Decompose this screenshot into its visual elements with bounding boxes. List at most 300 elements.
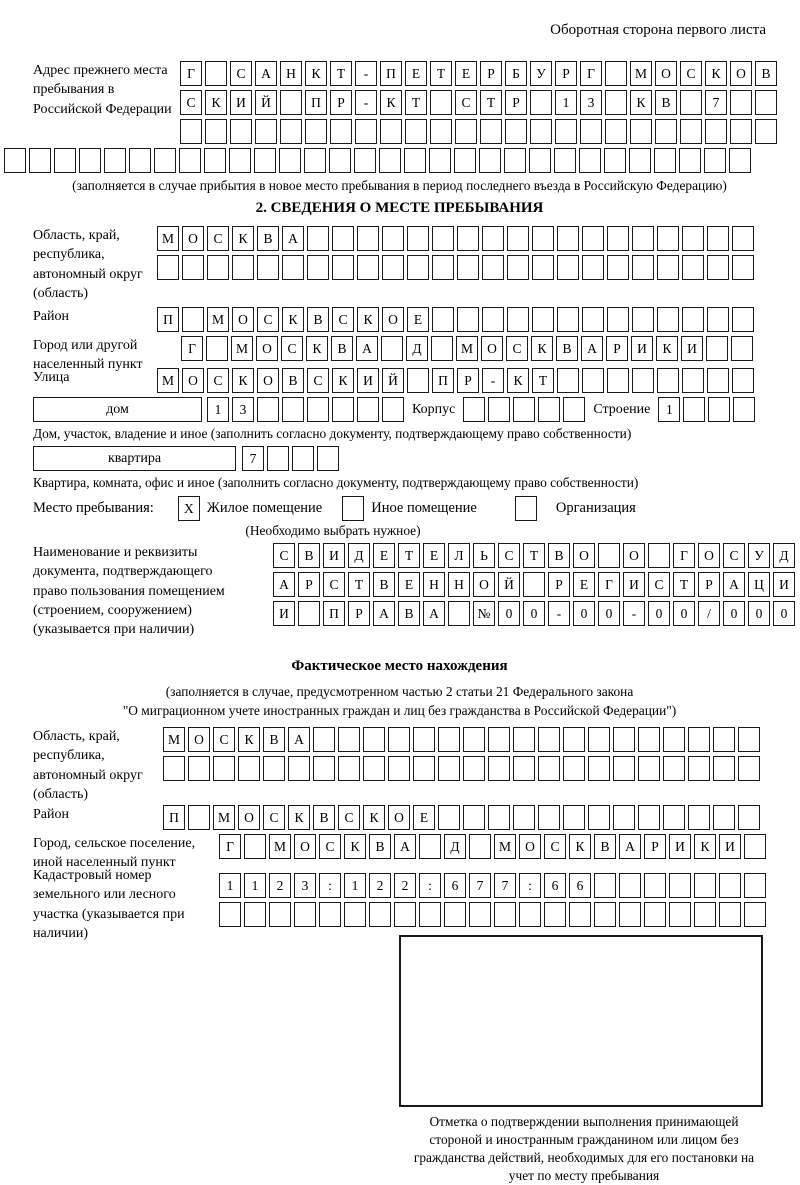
char-cell[interactable] [538,727,560,752]
char-cell[interactable] [663,727,685,752]
char-cell[interactable]: О [232,307,254,332]
char-cell[interactable] [513,805,535,830]
char-cell[interactable] [381,336,403,361]
char-cell[interactable] [513,727,535,752]
char-cell[interactable] [554,148,576,173]
char-cell[interactable]: А [619,834,641,859]
char-cell[interactable] [557,226,579,251]
char-cell[interactable] [180,119,202,144]
char-cell[interactable]: С [263,805,285,830]
checkbox-other-premises[interactable] [342,496,364,521]
char-cell[interactable]: 7 [494,873,516,898]
char-cell[interactable] [298,601,320,626]
char-cell[interactable]: С [257,307,279,332]
char-cell[interactable] [607,226,629,251]
char-cell[interactable] [605,119,627,144]
char-cell[interactable]: И [773,572,795,597]
char-cell[interactable]: Е [407,307,429,332]
char-cell[interactable] [394,902,416,927]
char-cell[interactable] [369,902,391,927]
char-cell[interactable]: М [157,226,179,251]
char-cell[interactable]: И [681,336,703,361]
char-cell[interactable] [407,255,429,280]
char-cell[interactable] [619,902,641,927]
char-cell[interactable] [257,397,279,422]
char-cell[interactable] [280,90,302,115]
char-cell[interactable] [519,902,541,927]
char-cell[interactable]: О [519,834,541,859]
char-cell[interactable]: С [338,805,360,830]
char-cell[interactable]: А [373,601,395,626]
char-cell[interactable] [257,255,279,280]
char-cell[interactable] [431,336,453,361]
char-cell[interactable] [255,119,277,144]
char-cell[interactable] [638,756,660,781]
char-cell[interactable]: В [398,601,420,626]
char-cell[interactable]: Е [413,805,435,830]
char-cell[interactable]: К [332,368,354,393]
char-cell[interactable]: С [498,543,520,568]
char-cell[interactable]: В [655,90,677,115]
char-cell[interactable]: У [748,543,770,568]
char-cell[interactable] [205,119,227,144]
char-cell[interactable]: О [473,572,495,597]
char-cell[interactable] [363,756,385,781]
char-cell[interactable]: - [548,601,570,626]
char-cell[interactable] [680,90,702,115]
char-cell[interactable] [682,226,704,251]
char-cell[interactable] [219,902,241,927]
char-cell[interactable]: Н [448,572,470,597]
char-cell[interactable] [407,226,429,251]
char-cell[interactable]: П [305,90,327,115]
char-cell[interactable]: О [388,805,410,830]
char-cell[interactable] [582,307,604,332]
char-cell[interactable] [738,727,760,752]
char-cell[interactable]: А [273,572,295,597]
char-cell[interactable]: 3 [294,873,316,898]
char-cell[interactable]: - [355,90,377,115]
char-cell[interactable] [444,902,466,927]
char-cell[interactable] [230,119,252,144]
char-cell[interactable] [54,148,76,173]
char-cell[interactable]: К [282,307,304,332]
char-cell[interactable] [244,902,266,927]
char-cell[interactable] [605,90,627,115]
char-cell[interactable] [529,148,551,173]
char-cell[interactable] [79,148,101,173]
char-cell[interactable]: Р [480,61,502,86]
char-cell[interactable] [669,902,691,927]
checkbox-organization[interactable] [515,496,537,521]
char-cell[interactable]: У [530,61,552,86]
char-cell[interactable]: К [694,834,716,859]
char-cell[interactable] [404,148,426,173]
char-cell[interactable]: Е [573,572,595,597]
char-cell[interactable]: Д [348,543,370,568]
char-cell[interactable] [454,148,476,173]
char-cell[interactable]: Е [398,572,420,597]
char-cell[interactable] [682,368,704,393]
char-cell[interactable]: Р [457,368,479,393]
char-cell[interactable]: 2 [369,873,391,898]
char-cell[interactable] [588,756,610,781]
char-cell[interactable]: 0 [573,601,595,626]
char-cell[interactable] [708,397,730,422]
char-cell[interactable] [630,119,652,144]
char-cell[interactable]: А [255,61,277,86]
char-cell[interactable]: 3 [232,397,254,422]
char-cell[interactable]: К [205,90,227,115]
char-cell[interactable] [438,727,460,752]
char-cell[interactable] [538,756,560,781]
char-cell[interactable] [707,255,729,280]
char-cell[interactable]: К [569,834,591,859]
char-cell[interactable] [680,119,702,144]
char-cell[interactable] [654,148,676,173]
char-cell[interactable]: Р [548,572,570,597]
char-cell[interactable] [407,368,429,393]
char-cell[interactable]: 2 [269,873,291,898]
char-cell[interactable]: Г [181,336,203,361]
char-cell[interactable] [607,307,629,332]
char-cell[interactable] [213,756,235,781]
char-cell[interactable] [382,255,404,280]
char-cell[interactable]: В [755,61,777,86]
char-cell[interactable]: С [213,727,235,752]
char-cell[interactable] [582,226,604,251]
char-cell[interactable] [29,148,51,173]
char-cell[interactable]: Е [405,61,427,86]
char-cell[interactable] [688,756,710,781]
char-cell[interactable]: Е [373,543,395,568]
char-cell[interactable]: О [382,307,404,332]
char-cell[interactable]: Д [773,543,795,568]
char-cell[interactable]: К [357,307,379,332]
char-cell[interactable] [730,90,752,115]
char-cell[interactable] [657,255,679,280]
char-cell[interactable] [679,148,701,173]
char-cell[interactable] [555,119,577,144]
char-cell[interactable]: В [298,543,320,568]
char-cell[interactable] [513,756,535,781]
char-cell[interactable] [619,873,641,898]
char-cell[interactable] [733,397,755,422]
char-cell[interactable]: С [319,834,341,859]
char-cell[interactable]: В [594,834,616,859]
char-cell[interactable] [305,119,327,144]
char-cell[interactable] [719,902,741,927]
char-cell[interactable] [694,873,716,898]
char-cell[interactable]: К [630,90,652,115]
char-cell[interactable]: П [157,307,179,332]
char-cell[interactable] [354,148,376,173]
char-cell[interactable]: В [369,834,391,859]
char-cell[interactable] [638,805,660,830]
char-cell[interactable] [432,226,454,251]
char-cell[interactable] [457,255,479,280]
char-cell[interactable] [429,148,451,173]
char-cell[interactable] [413,727,435,752]
char-cell[interactable] [663,805,685,830]
char-cell[interactable]: О [238,805,260,830]
char-cell[interactable]: 0 [723,601,745,626]
char-cell[interactable] [648,543,670,568]
char-cell[interactable]: В [548,543,570,568]
char-cell[interactable]: В [313,805,335,830]
char-cell[interactable] [380,119,402,144]
char-cell[interactable] [229,148,251,173]
char-cell[interactable]: / [698,601,720,626]
char-cell[interactable]: Р [348,601,370,626]
char-cell[interactable] [482,226,504,251]
char-cell[interactable]: 2 [394,873,416,898]
char-cell[interactable] [688,727,710,752]
char-cell[interactable] [706,336,728,361]
char-cell[interactable] [613,805,635,830]
char-cell[interactable] [463,756,485,781]
char-cell[interactable] [238,756,260,781]
char-cell[interactable] [188,756,210,781]
char-cell[interactable] [557,368,579,393]
char-cell[interactable]: А [282,226,304,251]
char-cell[interactable] [206,336,228,361]
char-cell[interactable] [607,368,629,393]
char-cell[interactable]: И [230,90,252,115]
char-cell[interactable] [419,834,441,859]
char-cell[interactable] [688,805,710,830]
char-cell[interactable]: Й [498,572,520,597]
char-cell[interactable] [188,805,210,830]
char-cell[interactable]: А [723,572,745,597]
char-cell[interactable] [405,119,427,144]
char-cell[interactable]: П [380,61,402,86]
char-cell[interactable]: К [705,61,727,86]
char-cell[interactable] [313,727,335,752]
char-cell[interactable] [488,397,510,422]
char-cell[interactable]: В [263,727,285,752]
char-cell[interactable]: Й [382,368,404,393]
char-cell[interactable] [488,805,510,830]
char-cell[interactable] [732,307,754,332]
char-cell[interactable]: Т [398,543,420,568]
char-cell[interactable] [682,307,704,332]
char-cell[interactable]: К [656,336,678,361]
char-cell[interactable] [307,226,329,251]
char-cell[interactable] [629,148,651,173]
char-cell[interactable]: К [238,727,260,752]
char-cell[interactable]: Г [598,572,620,597]
char-cell[interactable]: Н [423,572,445,597]
char-cell[interactable]: Т [330,61,352,86]
char-cell[interactable] [532,226,554,251]
char-cell[interactable] [563,756,585,781]
char-cell[interactable]: С [332,307,354,332]
char-cell[interactable] [579,148,601,173]
char-cell[interactable] [513,397,535,422]
char-cell[interactable]: М [456,336,478,361]
char-cell[interactable] [154,148,176,173]
char-cell[interactable] [580,119,602,144]
char-cell[interactable] [632,226,654,251]
char-cell[interactable] [304,148,326,173]
char-cell[interactable] [244,834,266,859]
char-cell[interactable]: Р [606,336,628,361]
char-cell[interactable] [663,756,685,781]
char-cell[interactable]: 0 [523,601,545,626]
char-cell[interactable] [638,727,660,752]
char-cell[interactable] [694,902,716,927]
char-cell[interactable] [413,756,435,781]
char-cell[interactable] [504,148,526,173]
char-cell[interactable] [382,226,404,251]
char-cell[interactable]: П [163,805,185,830]
char-cell[interactable] [505,119,527,144]
char-cell[interactable]: О [188,727,210,752]
char-cell[interactable]: 1 [658,397,680,422]
char-cell[interactable] [307,397,329,422]
char-cell[interactable]: М [207,307,229,332]
char-cell[interactable]: А [423,601,445,626]
char-cell[interactable]: Р [698,572,720,597]
char-cell[interactable]: Р [298,572,320,597]
char-cell[interactable] [438,805,460,830]
char-cell[interactable] [182,255,204,280]
char-cell[interactable]: И [623,572,645,597]
char-cell[interactable] [669,873,691,898]
char-cell[interactable]: Ц [748,572,770,597]
char-cell[interactable] [594,873,616,898]
char-cell[interactable]: К [232,368,254,393]
char-cell[interactable] [419,902,441,927]
char-cell[interactable]: С [680,61,702,86]
char-cell[interactable]: 0 [598,601,620,626]
char-cell[interactable] [613,727,635,752]
char-cell[interactable] [479,148,501,173]
char-cell[interactable]: К [363,805,385,830]
char-cell[interactable] [557,255,579,280]
char-cell[interactable]: О [623,543,645,568]
char-cell[interactable]: С [455,90,477,115]
char-cell[interactable]: Р [555,61,577,86]
char-cell[interactable] [594,902,616,927]
char-cell[interactable] [379,148,401,173]
char-cell[interactable] [657,307,679,332]
char-cell[interactable]: Д [444,834,466,859]
char-cell[interactable]: Р [644,834,666,859]
char-cell[interactable] [755,119,777,144]
char-cell[interactable] [254,148,276,173]
char-cell[interactable] [705,119,727,144]
char-cell[interactable] [507,307,529,332]
char-cell[interactable] [463,805,485,830]
char-cell[interactable] [704,148,726,173]
char-cell[interactable]: 6 [544,873,566,898]
char-cell[interactable] [732,226,754,251]
char-cell[interactable]: Г [673,543,695,568]
char-cell[interactable] [530,119,552,144]
char-cell[interactable]: 0 [648,601,670,626]
char-cell[interactable] [719,873,741,898]
char-cell[interactable]: О [730,61,752,86]
char-cell[interactable] [607,255,629,280]
char-cell[interactable] [530,90,552,115]
char-cell[interactable]: Ь [473,543,495,568]
char-cell[interactable]: О [481,336,503,361]
char-cell[interactable]: Н [280,61,302,86]
char-cell[interactable]: С [323,572,345,597]
char-cell[interactable] [744,834,766,859]
char-cell[interactable]: С [723,543,745,568]
checkbox-residential[interactable]: X [178,496,200,521]
char-cell[interactable]: 0 [773,601,795,626]
char-cell[interactable] [292,446,314,471]
char-cell[interactable]: К [507,368,529,393]
char-cell[interactable] [557,307,579,332]
char-cell[interactable]: А [356,336,378,361]
char-cell[interactable]: 7 [705,90,727,115]
char-cell[interactable]: С [307,368,329,393]
char-cell[interactable] [330,119,352,144]
char-cell[interactable] [319,902,341,927]
char-cell[interactable] [179,148,201,173]
char-cell[interactable]: М [231,336,253,361]
char-cell[interactable] [707,368,729,393]
char-cell[interactable] [488,756,510,781]
char-cell[interactable]: М [213,805,235,830]
char-cell[interactable]: М [630,61,652,86]
char-cell[interactable]: О [257,368,279,393]
char-cell[interactable]: 0 [748,601,770,626]
char-cell[interactable]: 0 [498,601,520,626]
char-cell[interactable]: В [257,226,279,251]
char-cell[interactable]: М [494,834,516,859]
char-cell[interactable]: И [357,368,379,393]
char-cell[interactable] [4,148,26,173]
char-cell[interactable]: Т [673,572,695,597]
char-cell[interactable]: О [698,543,720,568]
char-cell[interactable] [332,397,354,422]
char-cell[interactable]: С [544,834,566,859]
char-cell[interactable] [744,902,766,927]
char-cell[interactable]: 3 [580,90,602,115]
char-cell[interactable]: П [323,601,345,626]
char-cell[interactable] [563,397,585,422]
char-cell[interactable] [163,756,185,781]
char-cell[interactable] [332,226,354,251]
char-cell[interactable] [205,61,227,86]
char-cell[interactable] [569,902,591,927]
char-cell[interactable]: О [573,543,595,568]
char-cell[interactable] [538,805,560,830]
char-cell[interactable] [469,834,491,859]
char-cell[interactable] [582,255,604,280]
char-cell[interactable] [432,255,454,280]
char-cell[interactable]: И [273,601,295,626]
char-cell[interactable] [523,572,545,597]
char-cell[interactable] [532,255,554,280]
char-cell[interactable] [357,397,379,422]
char-cell[interactable]: К [380,90,402,115]
char-cell[interactable]: 6 [444,873,466,898]
char-cell[interactable] [329,148,351,173]
char-cell[interactable]: Е [455,61,477,86]
char-cell[interactable]: 1 [219,873,241,898]
char-cell[interactable]: С [648,572,670,597]
char-cell[interactable]: К [306,336,328,361]
char-cell[interactable] [282,397,304,422]
char-cell[interactable]: В [331,336,353,361]
